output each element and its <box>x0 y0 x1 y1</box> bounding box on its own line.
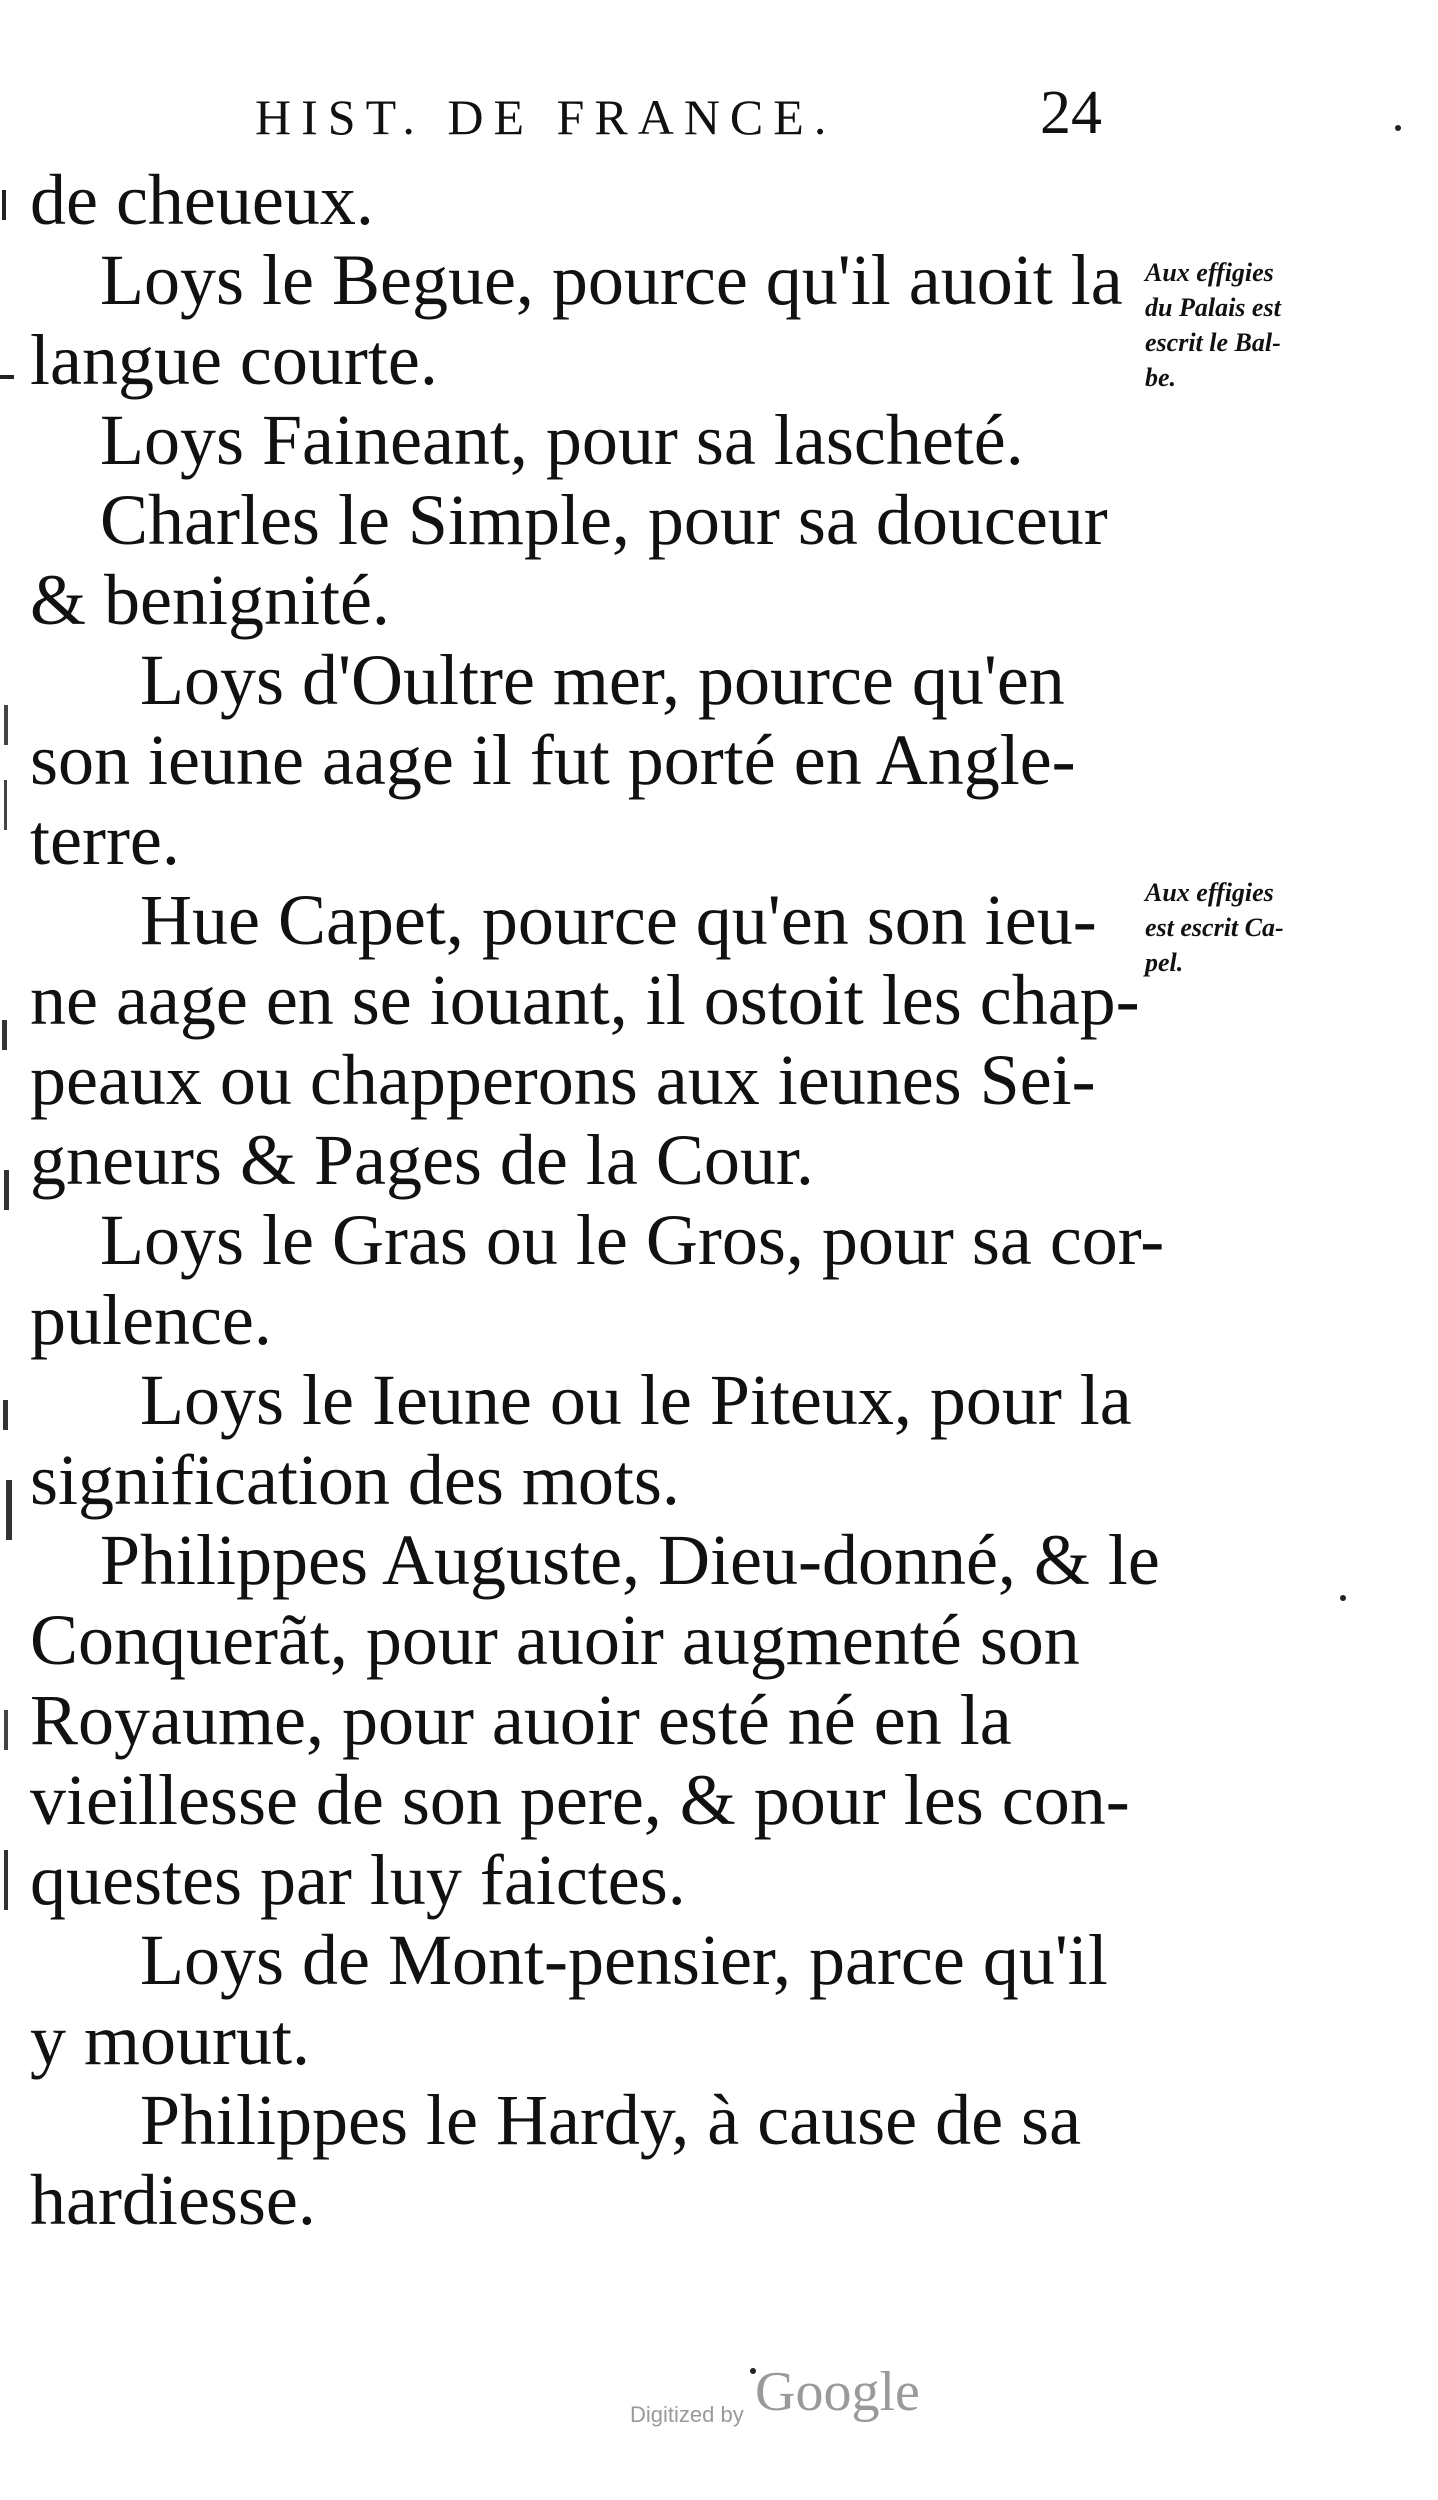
text-line: ne aage en se iouant, il ostoit les chap- <box>30 960 1140 1040</box>
ink-speck <box>1340 1595 1346 1601</box>
margin-note-line: est escrit Ca- <box>1145 913 1284 942</box>
margin-note-line: Aux effigies <box>1145 258 1274 287</box>
running-title: HIST. DE FRANCE. <box>255 89 837 145</box>
text-line: son ieune aage il fut porté en Angle- <box>30 720 1076 800</box>
digitized-label: Digitized by <box>630 2402 744 2427</box>
page-number: 24 <box>1040 79 1102 147</box>
text-line: langue courte. <box>30 320 438 400</box>
text-line: gneurs & Pages de la Cour. <box>30 1120 814 1200</box>
digitized-watermark <box>630 2360 970 2440</box>
text-line: Loys Faineant, pour sa lascheté. <box>100 400 1024 480</box>
text-line: pulence. <box>30 1280 272 1360</box>
google-logo: Google <box>755 2361 920 2423</box>
text-line: peaux ou chapperons aux ieunes Sei- <box>30 1040 1096 1120</box>
margin-note <box>1145 875 1355 980</box>
text-line: Hue Capet, pource qu'en son ieu- <box>140 880 1097 960</box>
text-line: Philippes le Hardy, à cause de sa <box>140 2080 1082 2160</box>
text-line: Conquerãt, pour auoir augmenté son <box>30 1600 1080 1680</box>
text-line: questes par luy faictes. <box>30 1840 686 1920</box>
margin-note <box>1145 255 1355 395</box>
text-line: hardiesse. <box>30 2160 316 2240</box>
margin-note-line: du Palais est <box>1145 293 1281 322</box>
text-line: vieillesse de son pere, & pour les con- <box>30 1760 1130 1840</box>
text-line: Loys de Mont-pensier, parce qu'il <box>140 1920 1108 2000</box>
margin-note-line: be. <box>1145 363 1177 392</box>
page-header <box>0 79 1438 168</box>
text-line: & benignité. <box>30 560 390 640</box>
margin-note-line: pel. <box>1145 948 1184 977</box>
text-line: Philippes Auguste, Dieu-donné, & le <box>100 1520 1160 1600</box>
text-line: Loys le Gras ou le Gros, pour sa cor- <box>100 1200 1165 1280</box>
text-line: Charles le Simple, pour sa douceur <box>100 480 1108 560</box>
text-line: de cheueux. <box>30 160 374 240</box>
margin-note-line: Aux effigies <box>1145 878 1274 907</box>
text-line: Loys le Ieune ou le Piteux, pour la <box>140 1360 1132 1440</box>
margin-note-line: escrit le Bal- <box>1145 328 1281 357</box>
text-line: terre. <box>30 800 180 880</box>
text-line: y mourut. <box>30 2000 310 2080</box>
left-edge-bleed <box>0 150 20 2100</box>
text-line: Loys d'Oultre mer, pource qu'en <box>140 640 1065 720</box>
text-line: Royaume, pour auoir esté né en la <box>30 1680 1012 1760</box>
ink-speck <box>1395 125 1401 131</box>
text-line: signification des mots. <box>30 1440 680 1520</box>
text-line: Loys le Begue, pource qu'il auoit la <box>100 240 1123 320</box>
